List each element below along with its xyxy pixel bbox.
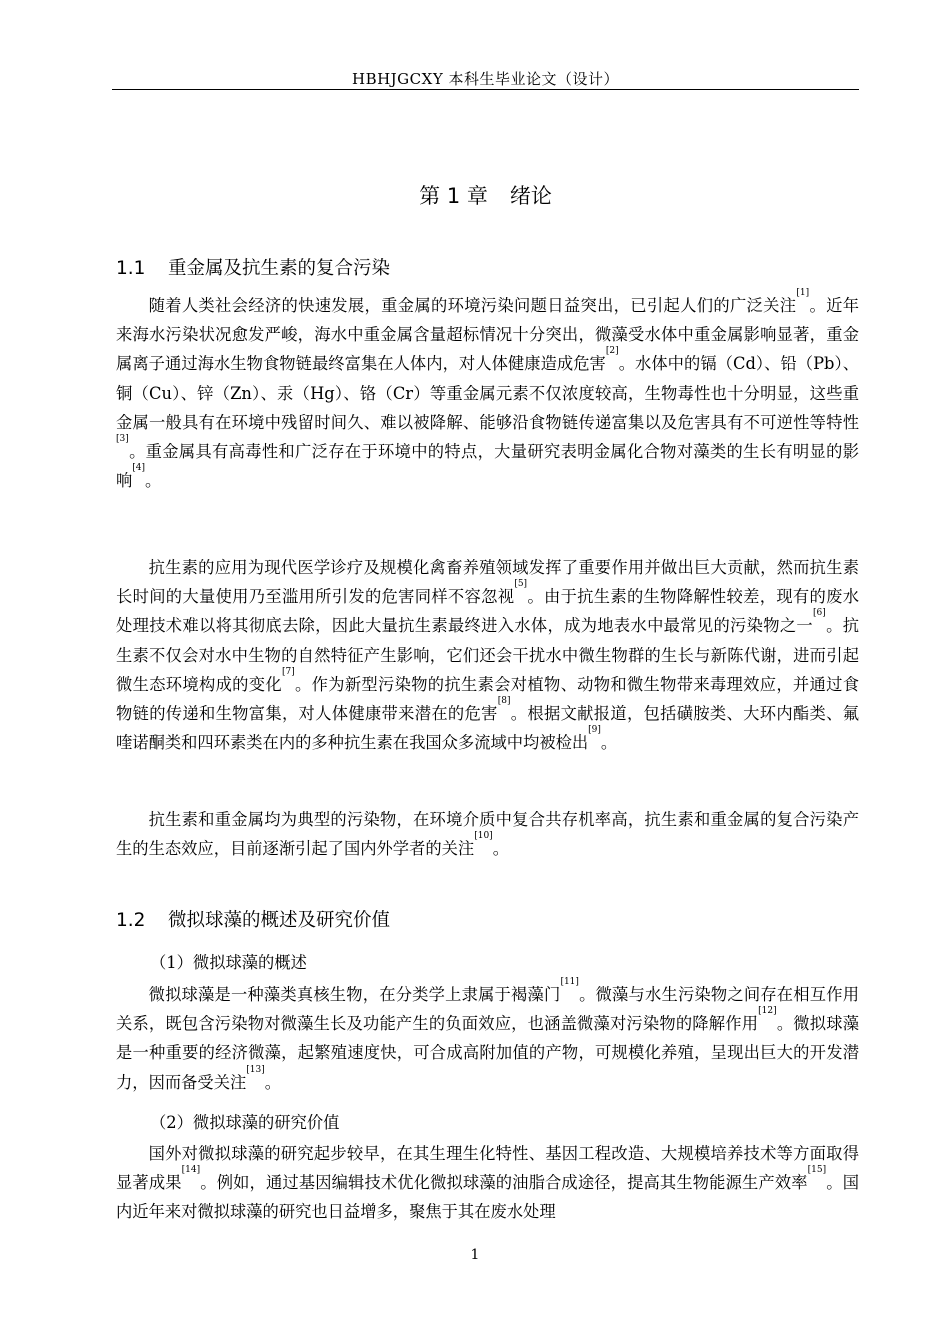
citation: [5] bbox=[514, 579, 528, 590]
section-title: 微拟球藻的概述及研究价值 bbox=[168, 910, 391, 931]
citation: [14] bbox=[181, 1165, 201, 1176]
citation: [11] bbox=[560, 977, 579, 987]
paragraph: 微拟球藻是一种藻类真核生物，在分类学上隶属于褐藻门[11]。微藻与水生污染物之间存在相互作用关系，既包含污染物对微藻生长及功能产生的负面效应，也涵盖微藻对污染物的降解作用[12]。微拟球藻是一种重要的经济微藻，起繁殖速度快，可合成高附加值的产物，可规模化养殖，呈现出巨大的开发潜力，因而备受关注[13]。 bbox=[116, 977, 859, 1092]
citation: [9] bbox=[588, 725, 601, 736]
citation: [7] bbox=[281, 666, 295, 677]
citation: [10] bbox=[474, 831, 493, 842]
paragraph: 抗生素的应用为现代医学诊疗及规模化禽畜养殖领域发挥了重要作用并做出巨大贡献，然而抗生素长时间的大量使用乃至滥用所引发的危害同样不容忽视[5]。由于抗生素的生物降解性较差，现有的废水处理技术难以将其彻底去除，因此大量抗生素最终进入水体，成为地表水中最常见的污染物之一[6]。抗生素不仅会对水中生物的自然特征产生影响，它们还会干扰水中微生物群的生长与新陈代谢，进而引起微生态环境构成的变化[7]。作为新型污染物的抗生素会对植物、动物和微生物带来毒理效应，并通过食物链的传递和生物富集，对人体健康带来潜在的危害[8]。根据文献报道，包括磺胺类、大环内酯类、氟喹诺酮类和四环素类在内的多种抗生素在我国众多流域中均被检出[9]。 bbox=[116, 558, 859, 753]
paragraph: 随着人类社会经济的快速发展，重金属的环境污染问题日益突出，已引起人们的广泛关注[1]。近年来海水污染状况愈发严峻，海水中重金属含量超标情况十分突出，微藻受水体中重金属影响显著，重金属离子通过海水生物食物链最终富集在人体内，对人体健康造成危害[2]。水体中的镉（Cd）、铅（Pb）、铜（Cu）、锌（Zn）、汞（Hg）、铬（Cr）等重金属元素不仅浓度较高，生物毒性也十分明显，这些重金属一般具有在环境中残留时间久、难以被降解、能够沿食物链传递富集以及危害具有不可逆性等特性[3]。重金属具有高毒性和广泛存在于环境中的特点，大量研究表明金属化合物对藻类的生长有明显的影响[4]。 bbox=[116, 288, 859, 491]
citation: [12] bbox=[758, 1006, 777, 1017]
section-title: 重金属及抗生素的复合污染 bbox=[168, 258, 391, 279]
section-number: 1.1 bbox=[116, 258, 146, 279]
paragraph: 国外对微拟球藻的研究起步较早，在其生理生化特性、基因工程改造、大规模培养技术等方面取得显著成果[14]。例如，通过基因编辑技术优化微拟球藻的油脂合成途径，提高其生物能源生产效率[15]。国内近年来对微拟球藻的研究也日益增多，聚焦于其在废水处理 bbox=[116, 1144, 859, 1222]
citation: [1] bbox=[796, 288, 810, 298]
citation: [4] bbox=[132, 463, 146, 474]
page-number: 1 bbox=[470, 1247, 480, 1263]
section-heading-1-2 bbox=[116, 906, 390, 932]
citation: [6] bbox=[813, 608, 826, 619]
chapter-title: 绪论 bbox=[509, 184, 552, 208]
paragraph: 抗生素和重金属均为典型的污染物，在环境介质中复合共存机率高，抗生素和重金属的复合污染产生的生态效应，目前逐渐引起了国内外学者的关注[10]。 bbox=[116, 810, 859, 859]
page-header: HBHJGCXY 本科生毕业论文（设计） bbox=[351, 70, 619, 88]
citation: [2] bbox=[605, 346, 619, 357]
subheading: （2）微拟球藻的研究价值 bbox=[150, 1113, 340, 1132]
chapter-heading bbox=[112, 180, 859, 210]
section-heading-1-1 bbox=[116, 254, 390, 280]
header-rule bbox=[112, 89, 859, 90]
chapter-number: 第 1 章 bbox=[419, 184, 488, 208]
citation: [15] bbox=[807, 1165, 827, 1176]
citation: [13] bbox=[246, 1064, 265, 1075]
section-number: 1.2 bbox=[116, 910, 146, 931]
subheading: （1）微拟球藻的概述 bbox=[150, 953, 307, 972]
citation: [8] bbox=[497, 696, 511, 707]
citation: [3] bbox=[116, 434, 129, 445]
